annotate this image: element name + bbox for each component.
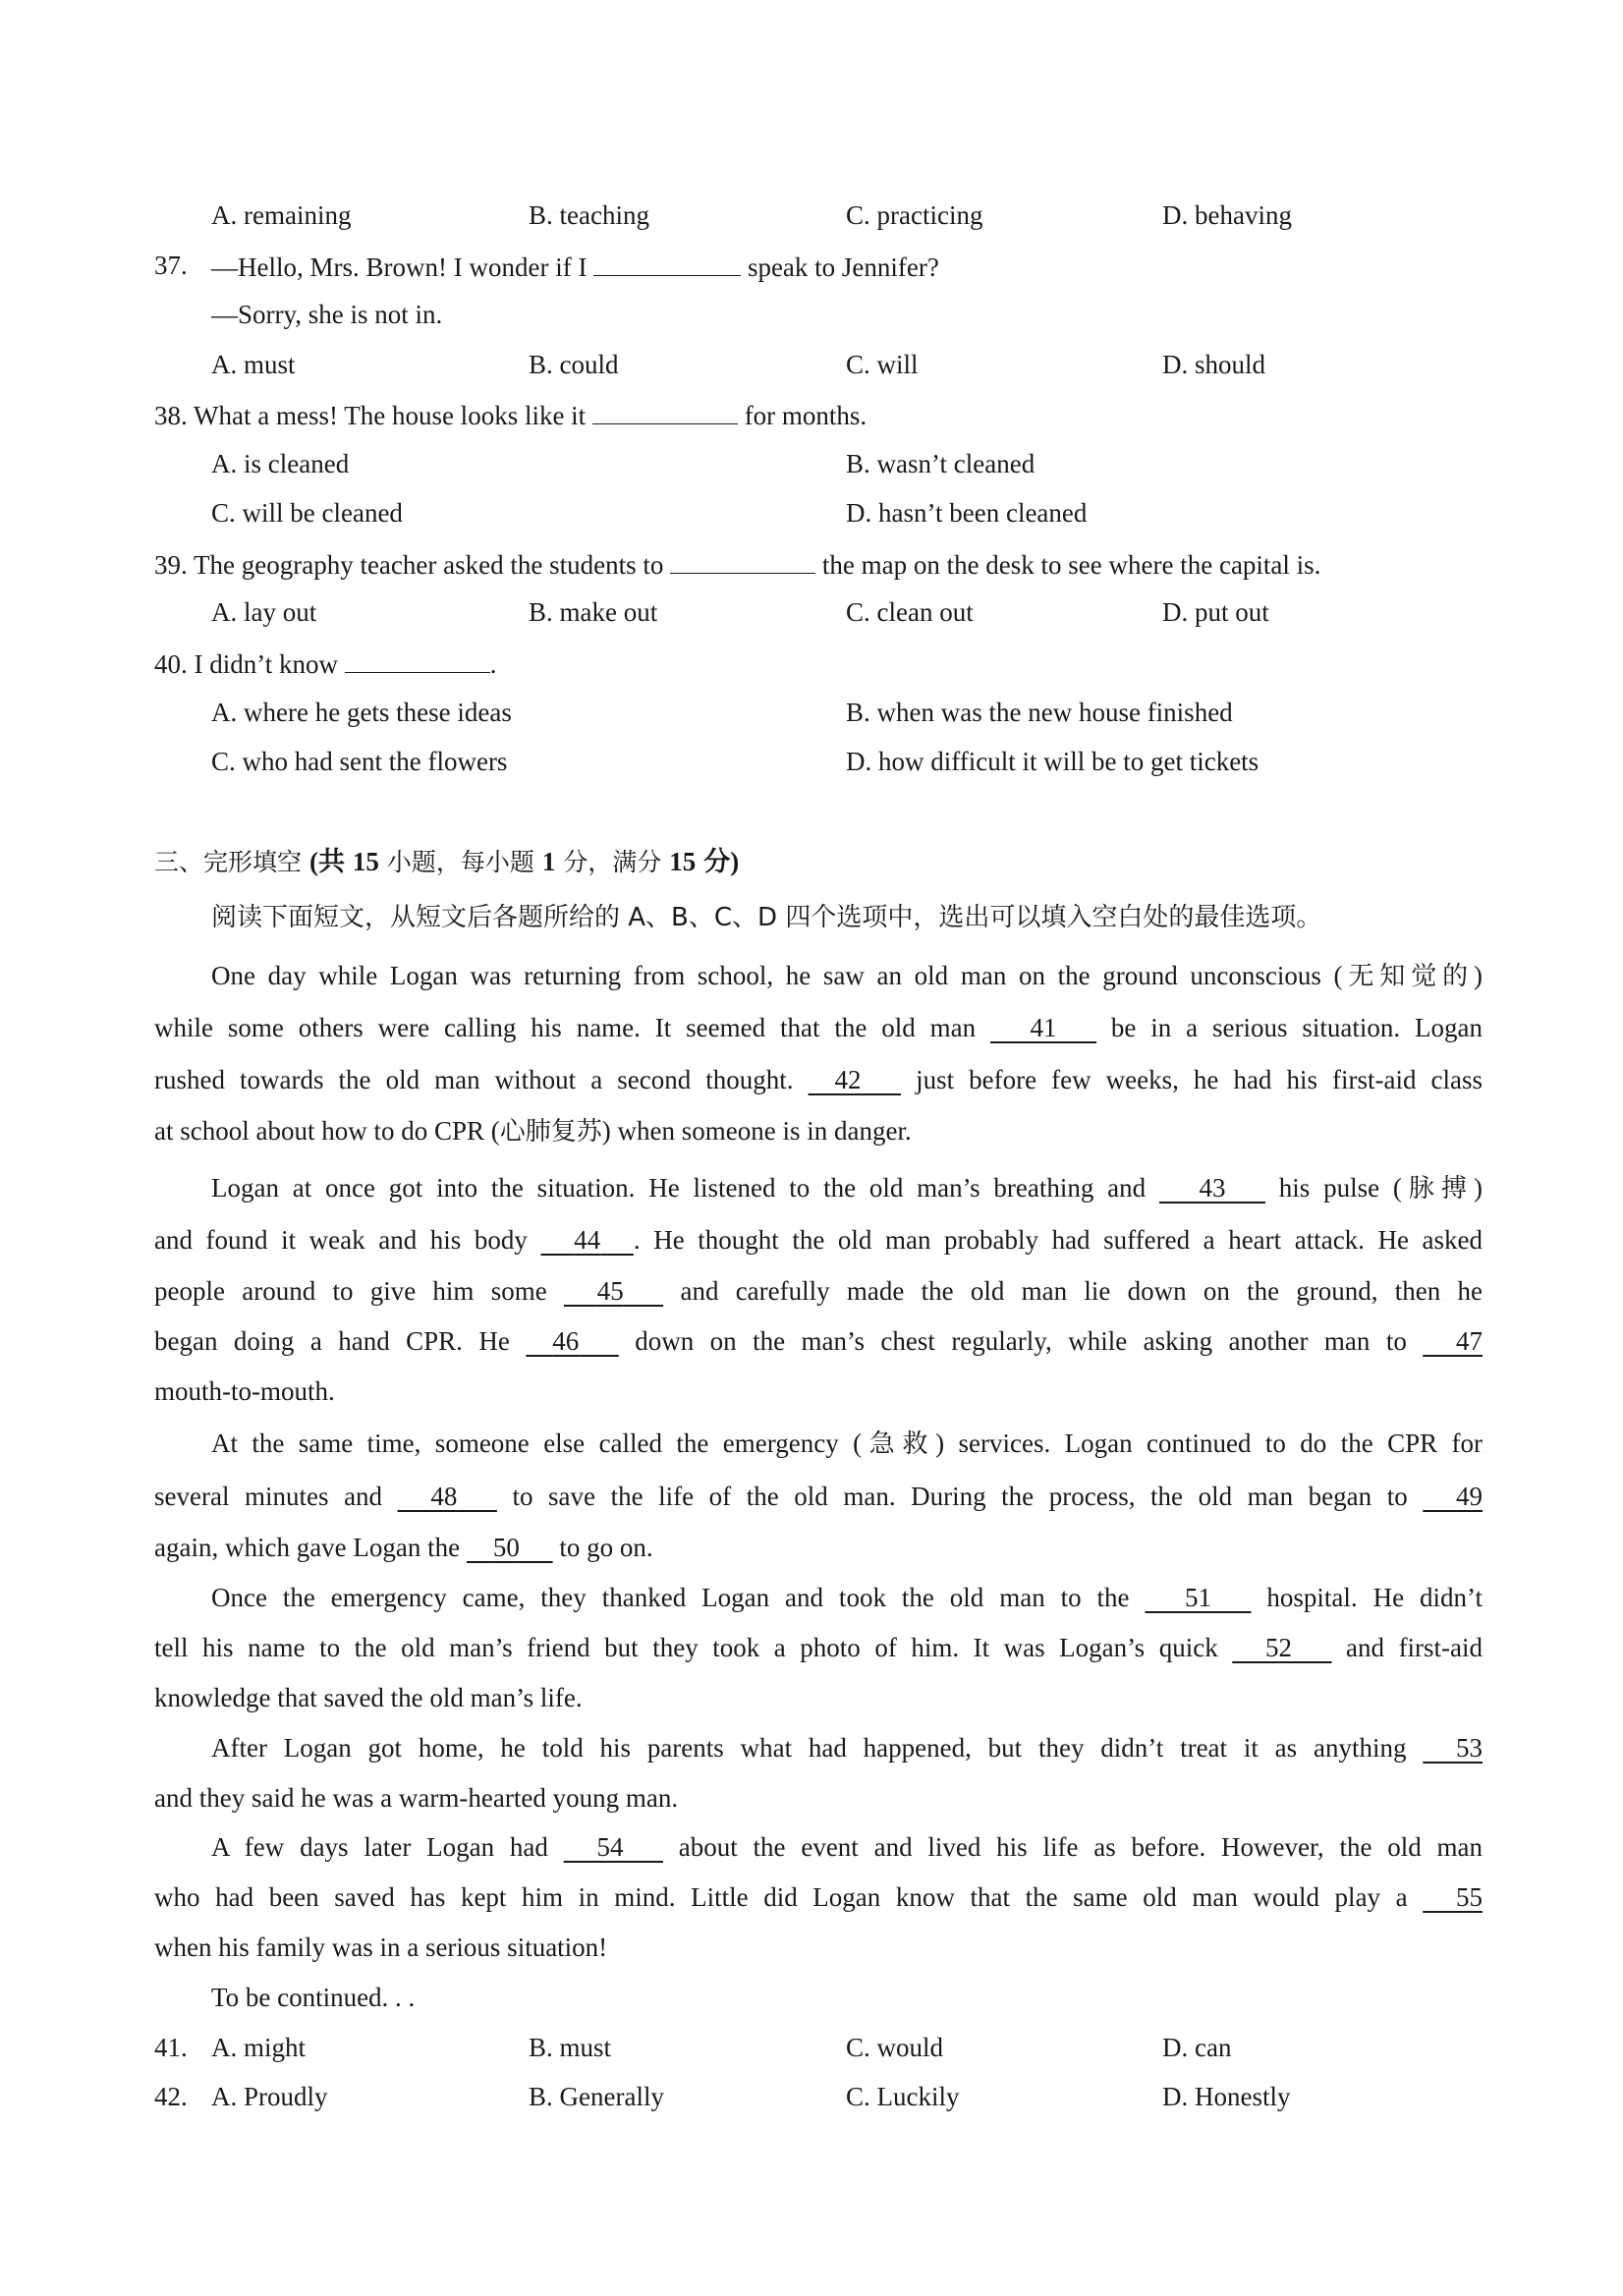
q42-option-b: B. Generally xyxy=(529,2082,664,2111)
blank-number: 51 xyxy=(1184,1583,1211,1612)
passage-text: began doing a hand CPR. He xyxy=(154,1326,510,1356)
blank-number: 46 xyxy=(552,1326,580,1356)
section3-heading-mid: 小题，每小题 xyxy=(386,848,534,876)
passage-line xyxy=(154,1477,1483,1516)
passage-text: mouth-to-mouth. xyxy=(154,1376,335,1406)
passage-text: and carefully made the old man lie down on the ground, then he xyxy=(680,1276,1483,1306)
passage-text: A few days later Logan had xyxy=(211,1832,548,1862)
q37-option-d: D. should xyxy=(1162,350,1266,379)
q42-option-a: A. Proudly xyxy=(211,2082,328,2111)
passage-gloss: 心肺复苏 xyxy=(499,1117,602,1147)
blank-number: 52 xyxy=(1265,1633,1292,1662)
q40-options-row2 xyxy=(0,742,1623,781)
passage-text: . He thought the old man probably had suffered a heart attack. He asked xyxy=(633,1225,1483,1255)
q40-option-c: C. who had sent the flowers xyxy=(211,747,508,776)
passage-text: at school about how to do CPR ( xyxy=(154,1116,500,1146)
q39-stem xyxy=(0,543,1623,583)
q38-options-row2 xyxy=(0,493,1623,532)
q40-option-a: A. where he gets these ideas xyxy=(211,698,512,727)
q41-option-c: C. would xyxy=(846,2033,944,2062)
passage-text: be in a serious situation. Logan xyxy=(1110,1013,1483,1042)
passage-text: Once the emergency came, they thanked Logan and took the old man to the xyxy=(211,1583,1130,1612)
passage-text: people around to give him some xyxy=(154,1276,547,1306)
q37-stem xyxy=(0,246,1623,285)
q37-option-c: C. will xyxy=(846,350,919,379)
q40-stem-pre: 40. I didn’t know xyxy=(154,649,338,679)
passage-line xyxy=(154,1928,1483,1967)
passage-line xyxy=(211,1578,1483,1617)
q38-options-row1 xyxy=(0,444,1623,483)
blank-number: 43 xyxy=(1199,1173,1226,1203)
passage-text-part: his pulse ( xyxy=(1278,1173,1402,1203)
q41-option-d: D. can xyxy=(1162,2033,1232,2062)
passage-text: rushed towards the old man without a second thought. xyxy=(154,1065,794,1094)
q37-line1 xyxy=(211,246,939,287)
passage-text: about the event and lived his life as before. However, the old man xyxy=(678,1832,1483,1862)
q38-option-a: A. is cleaned xyxy=(211,449,350,478)
blank-number: 45 xyxy=(596,1276,624,1306)
q38-stem-post: for months. xyxy=(744,401,867,430)
passage-line xyxy=(154,1060,1483,1099)
passage-line xyxy=(211,1424,1483,1463)
section3-heading-n1: 15 xyxy=(352,847,379,876)
passage-line xyxy=(154,1877,1483,1917)
q37-line2: —Sorry, she is not in. xyxy=(211,300,443,329)
passage-line xyxy=(154,1678,1483,1717)
q36-option-d: D. behaving xyxy=(1162,200,1292,230)
passage-text-part: ) xyxy=(1474,1173,1483,1203)
q37-line1-pre: —Hello, Mrs. Brown! I wonder if I xyxy=(211,252,588,282)
passage-line xyxy=(154,1528,1483,1567)
q41-option-b: B. must xyxy=(529,2033,612,2062)
passage-line xyxy=(154,1372,1483,1411)
q39-stem-pre: 39. The geography teacher asked the students to xyxy=(154,550,664,580)
passage-line xyxy=(211,1168,1483,1207)
q39-blank xyxy=(670,543,815,574)
passage-gloss: 脉搏 xyxy=(1401,1174,1474,1204)
q39-options xyxy=(0,592,1623,632)
passage-text: several minutes and xyxy=(154,1482,383,1511)
section3-heading-open: (共 xyxy=(308,847,345,876)
blank-54 xyxy=(564,1827,663,1867)
q40-options-row1 xyxy=(0,693,1623,732)
blank-number: 53 xyxy=(1456,1733,1483,1763)
to-be-continued: To be continued. . . xyxy=(211,1983,416,2012)
section3-instruction: 阅读下面短文，从短文后各题所给的 A、B、C、D 四个选项中，选出可以填入空白处的最佳选项。 xyxy=(211,903,1322,932)
blank-53 xyxy=(1423,1728,1483,1767)
section3-heading-n2: 1 xyxy=(541,847,556,876)
passage-line xyxy=(154,1220,1483,1260)
passage-text: who had been saved has kept him in mind. Little did Logan know that the same old man would play a xyxy=(154,1882,1408,1912)
q36-options xyxy=(0,196,1623,235)
q40-stem xyxy=(0,643,1623,682)
blank-42 xyxy=(809,1060,902,1099)
q38-blank xyxy=(592,394,738,424)
passage-text: when his family was in a serious situation! xyxy=(154,1932,608,1962)
passage-text: ) services. Logan continued to do the CPR for xyxy=(935,1428,1483,1458)
q38-stem-text xyxy=(154,394,867,435)
passage-text: One day while Logan was returning from school, he saw an old man on the ground unconscious ( xyxy=(211,961,1343,990)
blank-number: 50 xyxy=(492,1533,520,1562)
blank-50 xyxy=(467,1528,553,1567)
q40-blank xyxy=(345,643,490,673)
section3-heading-text xyxy=(154,842,739,882)
passage-text: and they said he was a warm-hearted young man. xyxy=(154,1783,679,1813)
section3-instruction-row xyxy=(0,898,1623,937)
q40-option-b: B. when was the new house finished xyxy=(846,698,1233,727)
q41-option-a: A. might xyxy=(211,2033,307,2062)
passage-line xyxy=(211,1978,1483,2017)
q37-option-a: A. must xyxy=(211,350,296,379)
passage-line xyxy=(154,1271,1483,1311)
q40-stem-post: . xyxy=(489,649,497,679)
blank-43 xyxy=(1159,1168,1265,1207)
q42-number: 42. xyxy=(154,2082,188,2111)
q40-stem-text xyxy=(154,643,497,684)
q36-option-a: A. remaining xyxy=(211,200,352,230)
blank-52 xyxy=(1232,1628,1331,1667)
blank-number: 42 xyxy=(834,1065,862,1094)
section3-heading xyxy=(0,842,1623,881)
passage-text: knowledge that saved the old man’s life. xyxy=(154,1683,583,1712)
passage-text: down on the man’s chest regularly, while asking another man to xyxy=(635,1326,1407,1356)
q42-options xyxy=(0,2077,1623,2116)
blank-number: 49 xyxy=(1456,1482,1483,1511)
q37-line2-row xyxy=(0,295,1623,334)
q39-stem-post: the map on the desk to see where the capital is. xyxy=(821,550,1321,580)
blank-44 xyxy=(540,1220,634,1260)
blank-55 xyxy=(1423,1877,1483,1917)
blank-47 xyxy=(1423,1321,1483,1361)
blank-46 xyxy=(526,1321,619,1361)
blank-number: 54 xyxy=(596,1832,624,1862)
blank-number: 55 xyxy=(1456,1882,1483,1912)
section3-heading-n3: 15 xyxy=(669,847,697,876)
q41-number: 41. xyxy=(154,2033,188,2062)
passage-text xyxy=(1279,1173,1483,1203)
passage-line xyxy=(211,1827,1483,1867)
blank-48 xyxy=(398,1477,497,1516)
passage-text: After Logan got home, he told his parents what had happened, but they didn’t treat it as anything xyxy=(211,1733,1407,1763)
q37-number: 37. xyxy=(154,251,188,280)
passage-text: to go on. xyxy=(559,1533,653,1562)
passage-text: to save the life of the old man. During the process, the old man began to xyxy=(512,1482,1408,1511)
passage-line xyxy=(211,1728,1483,1767)
passage-text: while some others were calling his name. It seemed that the old man xyxy=(154,1013,977,1042)
q39-option-b: B. make out xyxy=(529,597,658,627)
q36-option-b: B. teaching xyxy=(529,200,649,230)
q38-option-c: C. will be cleaned xyxy=(211,498,403,528)
blank-number: 41 xyxy=(1030,1013,1057,1042)
passage-text: and found it weak and his body xyxy=(154,1225,528,1255)
blank-51 xyxy=(1145,1578,1251,1617)
section3-heading-end: 分) xyxy=(703,847,740,876)
passage-text: tell his name to the old man’s friend but they took a photo of him. It was Logan’s quick xyxy=(154,1633,1218,1662)
q38-stem-pre: 38. What a mess! The house looks like it xyxy=(154,401,587,430)
q39-option-d: D. put out xyxy=(1162,597,1269,627)
passage-text: again, which gave Logan the xyxy=(154,1533,461,1562)
passage-text: ) xyxy=(1473,961,1483,990)
passage-text: and first-aid xyxy=(1346,1633,1483,1662)
q39-stem-text xyxy=(154,543,1320,585)
passage-line xyxy=(154,1111,1483,1150)
passage-text: hospital. He didn’t xyxy=(1266,1583,1483,1612)
q37-option-b: B. could xyxy=(529,350,619,379)
passage-line xyxy=(154,1628,1483,1667)
blank-number: 47 xyxy=(1456,1326,1483,1356)
q37-blank xyxy=(593,246,741,276)
section3-heading-cn: 三、完形填空 xyxy=(154,848,303,876)
blank-45 xyxy=(564,1271,663,1311)
blank-number: 48 xyxy=(430,1482,458,1511)
q36-option-c: C. practicing xyxy=(846,200,983,230)
passage-gloss: 急救 xyxy=(862,1429,936,1459)
blank-number: 44 xyxy=(574,1225,601,1255)
passage-line xyxy=(154,1321,1483,1361)
blank-49 xyxy=(1423,1477,1483,1516)
blank-41 xyxy=(990,1008,1096,1047)
q38-option-b: B. wasn’t cleaned xyxy=(846,449,1035,478)
section3-heading-mid2: 分，满分 xyxy=(563,848,662,876)
q37-line1-post: speak to Jennifer? xyxy=(747,252,939,282)
q41-options xyxy=(0,2028,1623,2067)
q39-option-a: A. lay out xyxy=(211,597,317,627)
passage-line xyxy=(154,1778,1483,1818)
passage-line xyxy=(154,1008,1483,1047)
q38-stem xyxy=(0,394,1623,433)
passage-line xyxy=(211,956,1483,995)
q38-option-d: D. hasn’t been cleaned xyxy=(846,498,1088,528)
q42-option-c: C. Luckily xyxy=(846,2082,960,2111)
q37-options xyxy=(0,345,1623,384)
passage-text: At the same time, someone else called the emergency ( xyxy=(211,1428,863,1458)
passage-text: just before few weeks, he had his first-aid class xyxy=(916,1065,1483,1094)
passage-text: Logan at once got into the situation. He listened to the old man’s breathing and xyxy=(211,1173,1147,1203)
q40-option-d: D. how difficult it will be to get tickets xyxy=(846,747,1259,776)
passage-gloss: 无知觉的 xyxy=(1342,962,1474,991)
q42-option-d: D. Honestly xyxy=(1162,2082,1291,2111)
q39-option-c: C. clean out xyxy=(846,597,974,627)
passage-text: ) when someone is in danger. xyxy=(601,1116,912,1146)
